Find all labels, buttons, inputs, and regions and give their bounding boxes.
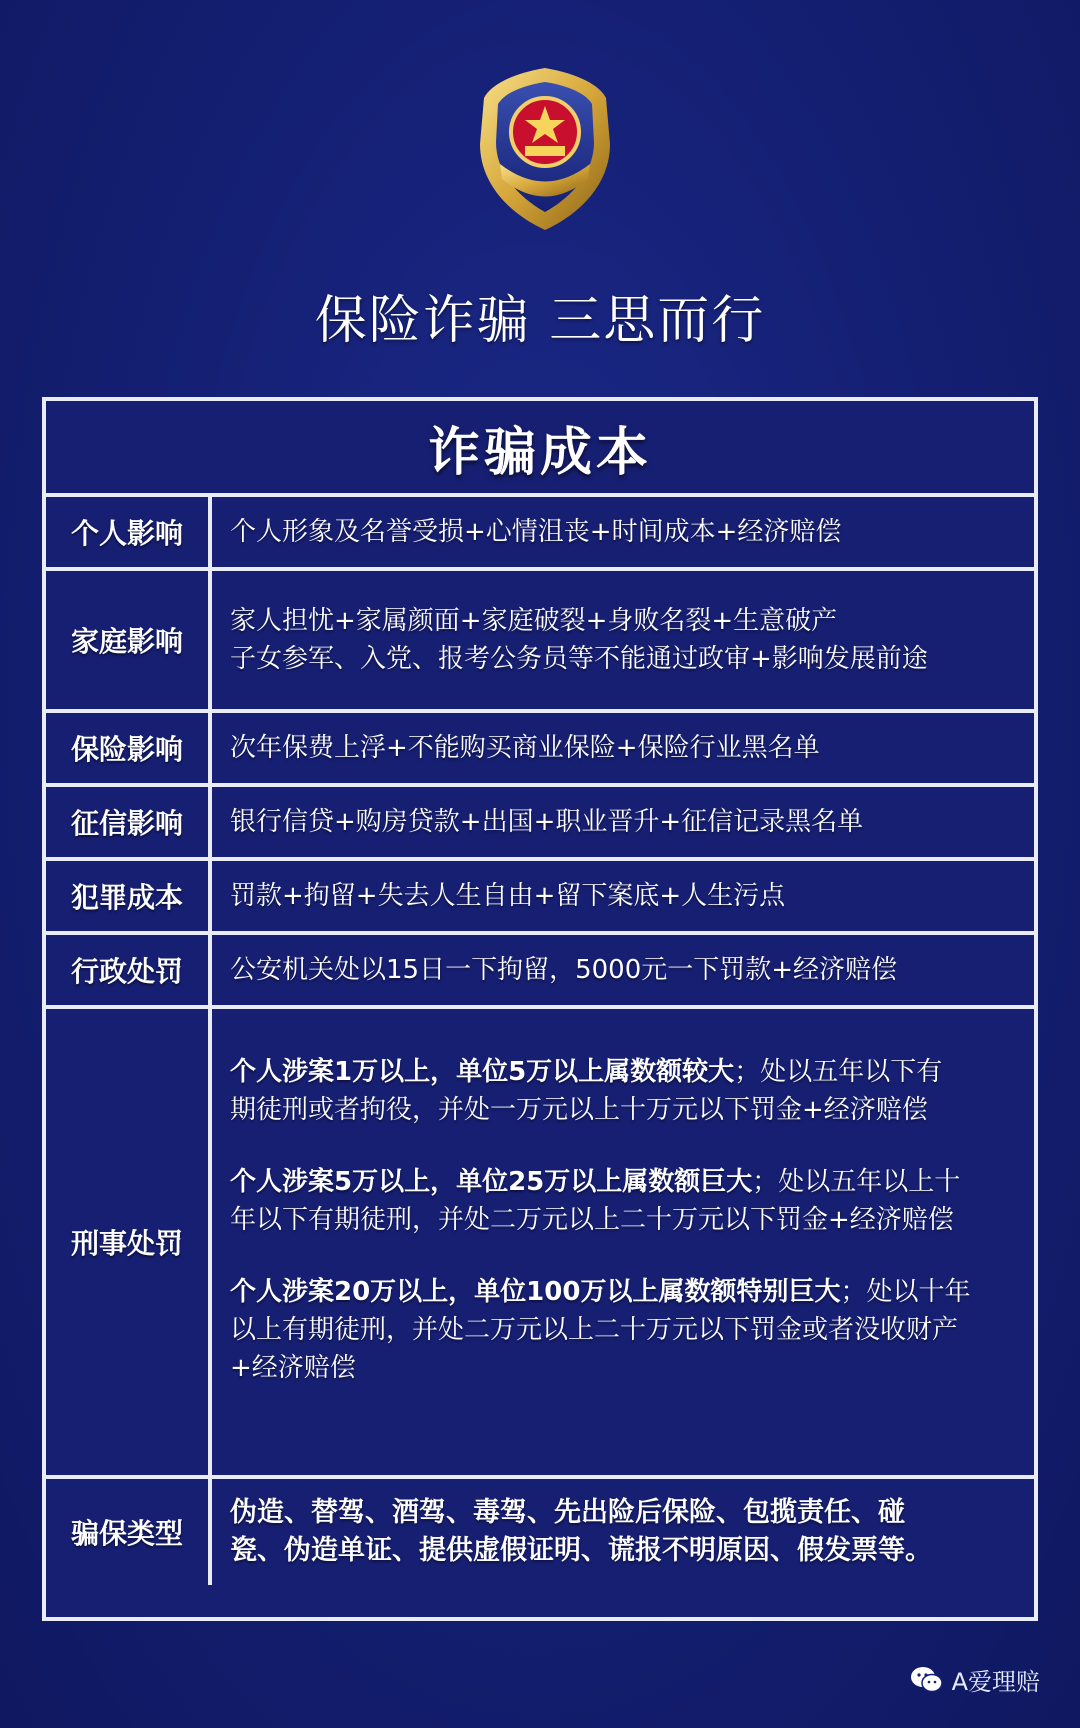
row-text: 家人担忧+家属颜面+家庭破裂+身败名裂+生意破产 <box>230 606 838 636</box>
row-label: 征信影响 <box>46 787 212 857</box>
row-text: 次年保费上浮+不能购买商业保险+保险行业黑名单 <box>230 733 820 763</box>
row-content <box>212 787 1034 857</box>
penalty-text: ；处以五年以下有 <box>734 1057 943 1087</box>
row-content <box>212 571 1034 709</box>
row-text: 银行信贷+购房贷款+出国+职业晋升+征信记录黑名单 <box>230 807 864 837</box>
row-label: 骗保类型 <box>46 1479 212 1585</box>
penalty-text: 年以下有期徒刑，并处二万元以上二十万元以下罚金+经济赔偿 <box>230 1205 954 1235</box>
row-text: 个人形象及名誉受损+心情沮丧+时间成本+经济赔偿 <box>230 517 842 547</box>
row-label: 犯罪成本 <box>46 861 212 931</box>
row-content <box>212 713 1034 783</box>
table-row-criminal <box>46 1009 1034 1479</box>
penalty-paragraph <box>230 1163 1022 1239</box>
row-content <box>212 1479 1034 1585</box>
table-row <box>46 861 1034 935</box>
table-row <box>46 497 1034 571</box>
row-label: 刑事处罚 <box>46 1009 212 1475</box>
table-row <box>46 787 1034 861</box>
penalty-text: +经济赔偿 <box>230 1353 356 1383</box>
row-text: 公安机关处以15日一下拘留，5000元一下罚款+经济赔偿 <box>230 955 898 985</box>
penalty-threshold: 个人涉案20万以上，单位100万以上属数额特别巨大 <box>230 1277 841 1307</box>
penalty-text: ；处以十年 <box>840 1277 971 1307</box>
page-headline: 保险诈骗 三思而行 <box>314 291 766 351</box>
fraud-cost-table <box>42 397 1038 1621</box>
penalty-paragraph <box>230 1273 1022 1387</box>
row-content <box>212 935 1034 1005</box>
watermark-text: A爱理赔 <box>951 1668 1040 1696</box>
penalty-text: 期徒刑或者拘役，并处一万元以上十万元以下罚金+经济赔偿 <box>230 1095 928 1125</box>
table-row <box>46 713 1034 787</box>
penalty-paragraph <box>230 1053 1022 1129</box>
fraud-types-text: 伪造、替驾、酒驾、毒驾、先出险后保险、包揽责任、碰 <box>230 1497 905 1528</box>
row-text: 罚款+拘留+失去人生自由+留下案底+人生污点 <box>230 881 786 911</box>
account-watermark <box>910 1662 1040 1697</box>
fraud-types-text: 瓷、伪造单证、提供虚假证明、谎报不明原因、假发票等。 <box>230 1535 932 1566</box>
row-content <box>212 497 1034 567</box>
row-label: 个人影响 <box>46 497 212 567</box>
table-row <box>46 935 1034 1009</box>
row-content <box>212 861 1034 931</box>
penalty-text: 以上有期徒刑，并处二万元以上二十万元以下罚金或者没收财产 <box>230 1315 959 1345</box>
row-content <box>212 1009 1034 1475</box>
table-title: 诈骗成本 <box>46 401 1034 497</box>
police-emblem-icon <box>470 64 620 234</box>
table-row-fraud-types <box>46 1479 1034 1585</box>
row-label: 保险影响 <box>46 713 212 783</box>
table-row <box>46 571 1034 713</box>
row-label: 行政处罚 <box>46 935 212 1005</box>
wechat-icon <box>910 1666 944 1694</box>
penalty-text: ；处以五年以上十 <box>752 1167 961 1197</box>
row-text: 子女参军、入党、报考公务员等不能通过政审+影响发展前途 <box>230 644 928 674</box>
penalty-threshold: 个人涉案5万以上，单位25万以上属数额巨大 <box>230 1167 753 1197</box>
penalty-threshold: 个人涉案1万以上，单位5万以上属数额较大 <box>230 1057 735 1087</box>
row-label: 家庭影响 <box>46 571 212 709</box>
